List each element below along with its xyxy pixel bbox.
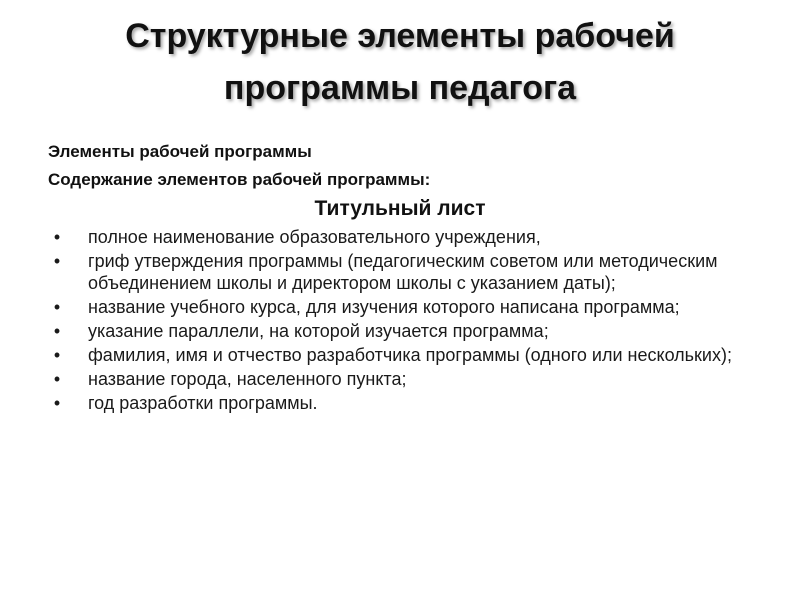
- list-item-text: фамилия, имя и отчество разработчика программы (одного или нескольких);: [88, 345, 732, 365]
- list-item: [50, 320, 762, 342]
- bullet-icon: •: [53, 369, 61, 389]
- list-item-text: название города, населенного пункта;: [88, 369, 407, 389]
- list-item-text: год разработки программы.: [88, 393, 318, 413]
- subheading-contents: Содержание элементов рабочей программы:: [48, 170, 431, 189]
- bullet-icon: •: [53, 227, 61, 247]
- section-title: Титульный лист: [314, 197, 486, 220]
- list-item-text: название учебного курса, для изучения которого написана программа;: [88, 297, 680, 317]
- bullet-icon: •: [53, 393, 61, 413]
- list-item-text: полное наименование образовательного учреждения,: [88, 227, 541, 247]
- bullet-icon: •: [53, 297, 61, 317]
- bullet-icon: •: [53, 321, 61, 341]
- list-item: [50, 344, 762, 366]
- list-item: [50, 226, 762, 248]
- list-item: [50, 296, 762, 318]
- list-item: [50, 250, 762, 294]
- slide-title-line-1: Структурные элементы рабочей: [125, 17, 675, 55]
- list-item-text: гриф утверждения программы (педагогическим советом или методическим объединением школы и директором школы с указанием даты);: [88, 251, 718, 293]
- list-item: [50, 368, 762, 390]
- bullet-list: [50, 226, 762, 416]
- bullet-icon: •: [53, 251, 61, 271]
- list-item: [50, 392, 762, 414]
- bullet-icon: •: [53, 345, 61, 365]
- subheadings: [48, 138, 748, 194]
- slide-title-line-2: программы педагога: [223, 69, 577, 107]
- list-item-text: указание параллели, на которой изучается программа;: [88, 321, 549, 341]
- subheading-elements: Элементы рабочей программы: [48, 142, 312, 161]
- slide-title: [40, 10, 760, 114]
